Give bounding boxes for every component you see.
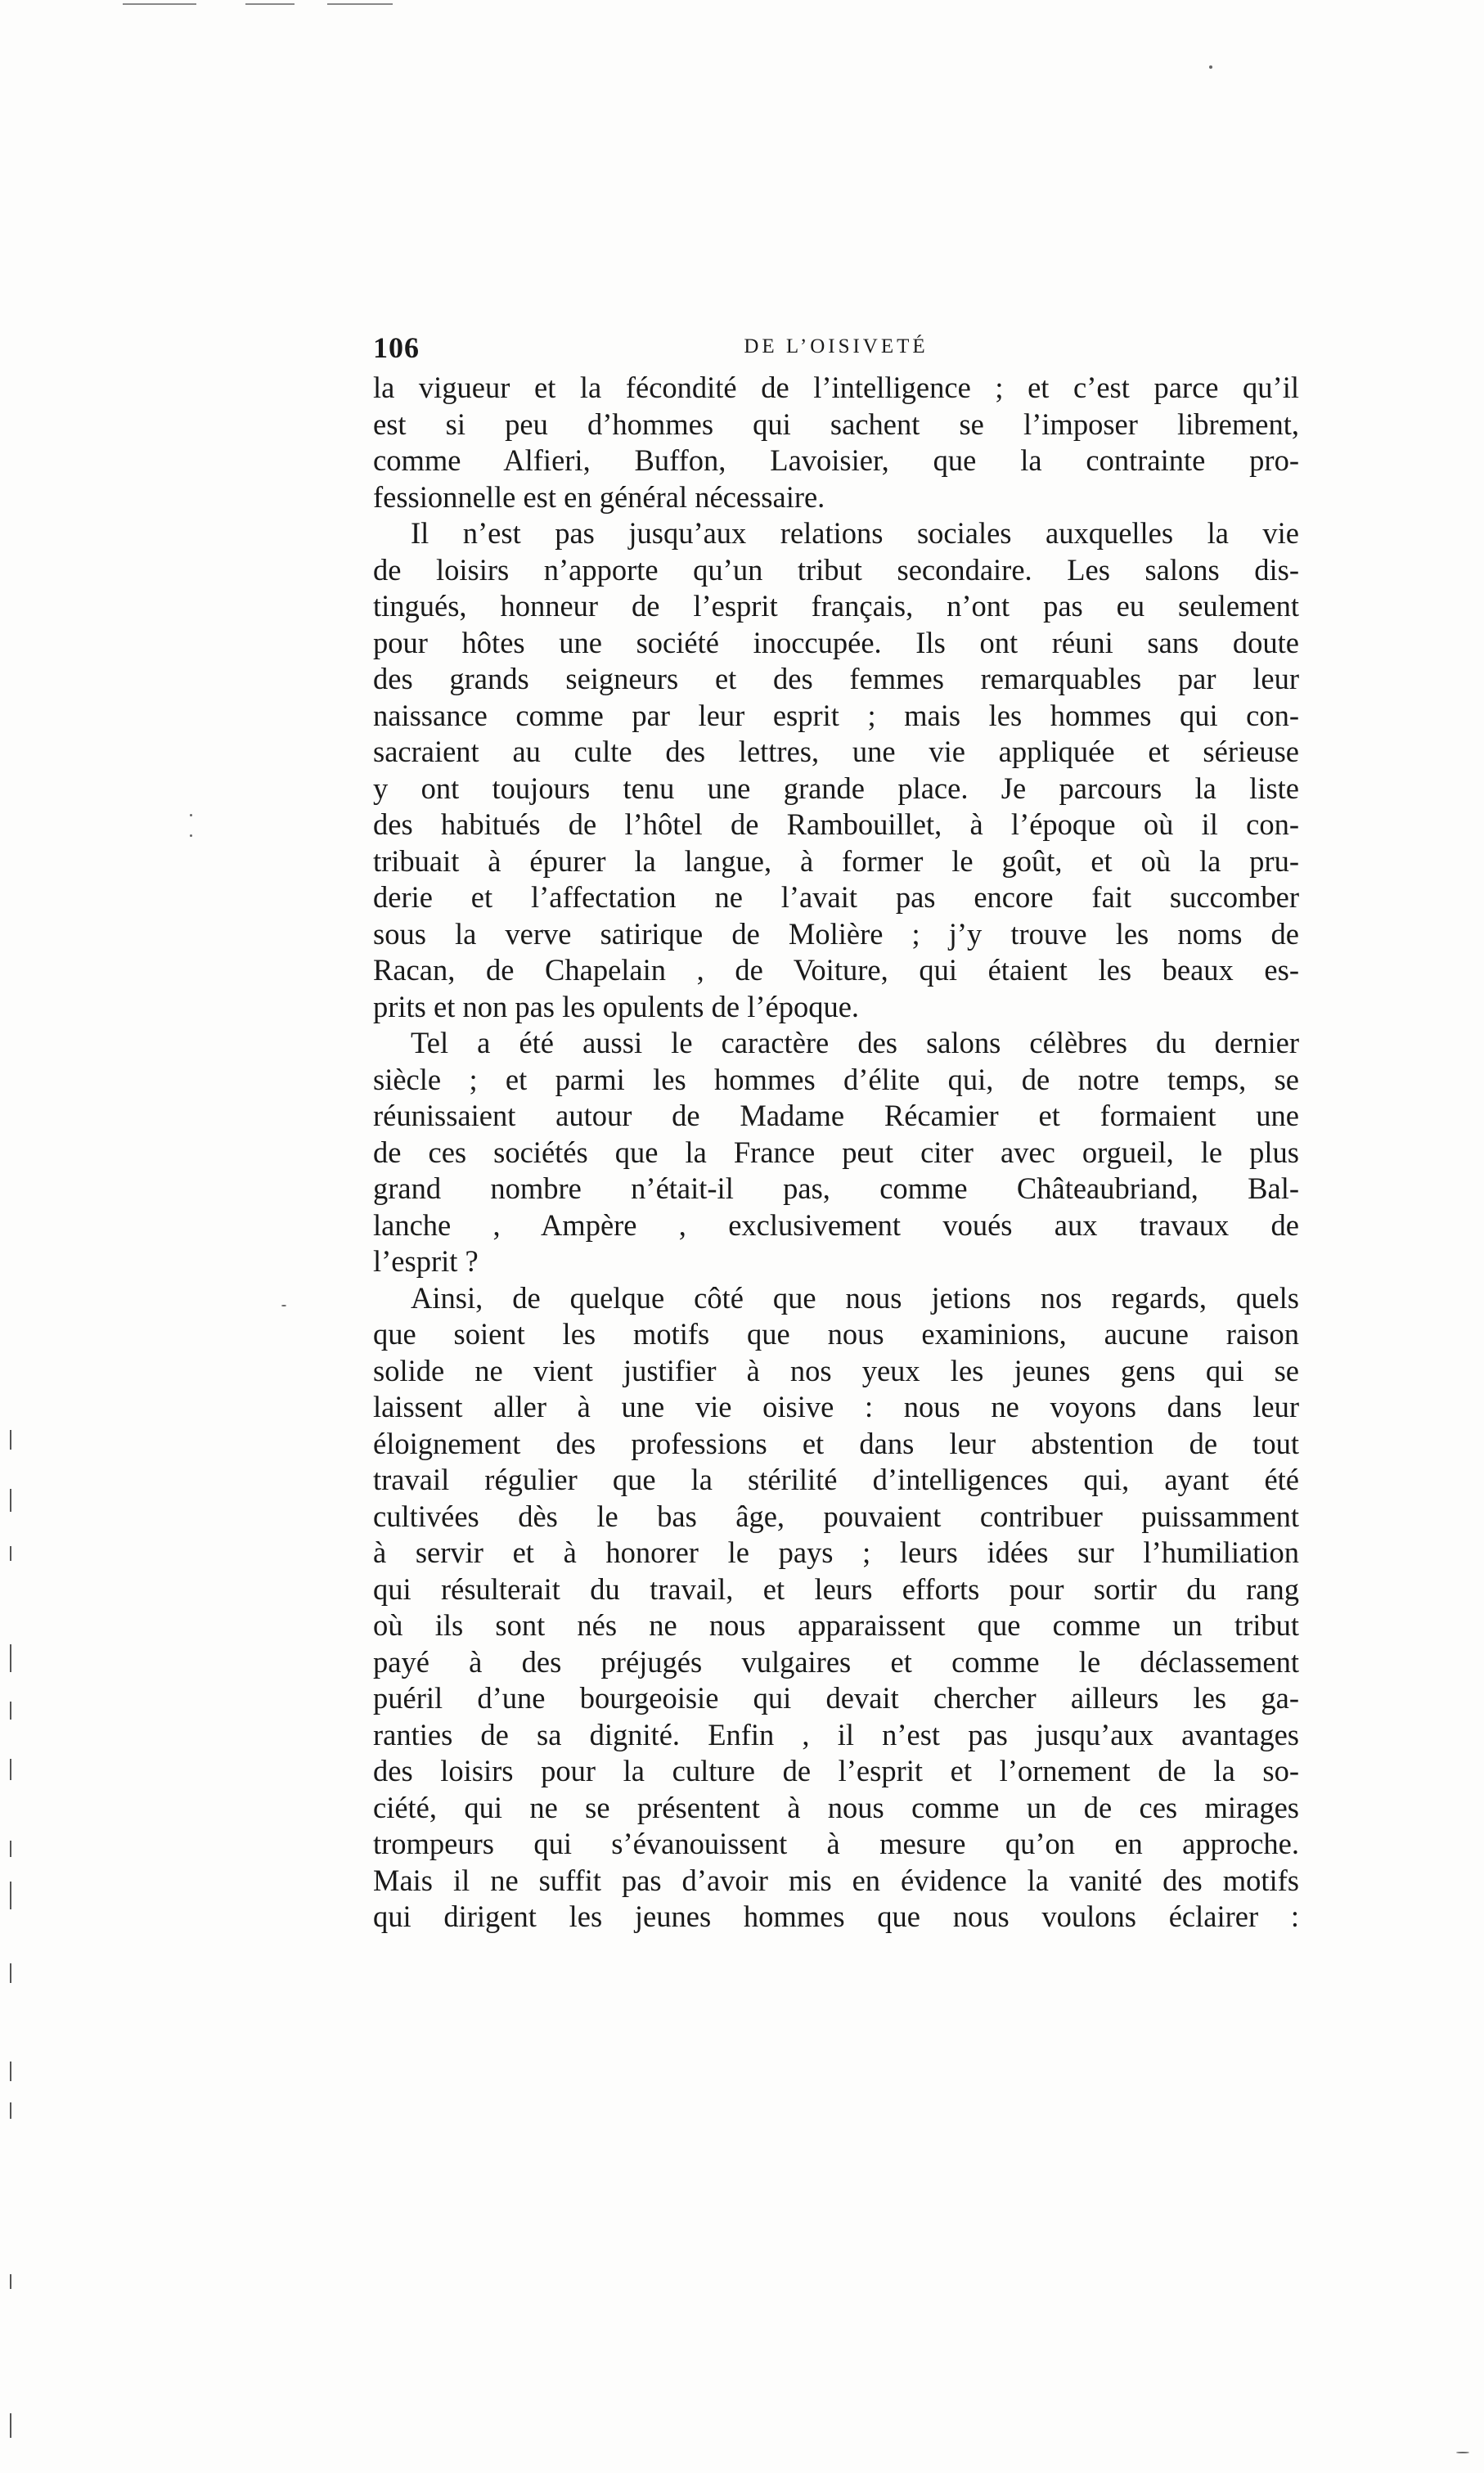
scan-edge-mark [245, 3, 295, 5]
scan-speck [190, 834, 192, 837]
text-line: sous la verve satirique de Molière ; j’y trouve les noms de [373, 916, 1299, 951]
text-line: que soient les motifs que nous examinions, aucune raison [373, 1317, 1299, 1351]
text-line: qui dirigent les jeunes hommes que nous voulons éclairer : [373, 1900, 1299, 1933]
margin-mark [10, 1841, 11, 1857]
text-line: laissent aller à une vie oisive : nous ne voyons dans leur [373, 1390, 1299, 1423]
text-line: ranties de sa dignité. Enfin , il n’est pas jusqu’aux avantages [373, 1717, 1299, 1751]
text-line: comme Alfieri, Buffon, Lavoisier, que la contrainte pro- [373, 443, 1299, 477]
margin-mark [10, 1489, 11, 1512]
margin-mark [10, 2274, 11, 2289]
text-line: derie et l’affectation ne l’avait pas encore fait succomber [373, 880, 1299, 914]
text-line: à servir et à honorer le pays ; leurs idées sur l’humiliation [373, 1536, 1299, 1569]
margin-mark [10, 1430, 11, 1450]
margin-mark [10, 1759, 11, 1780]
text-line: y ont toujours tenu une grande place. Je parcours la liste [373, 771, 1299, 805]
margin-mark [10, 1963, 11, 1983]
margin-mark [10, 1702, 11, 1720]
text-line: éloignement des professions et dans leur abstention de tout [373, 1426, 1299, 1460]
text-line: tribuait à épurer la langue, à former le goût, et où la pru- [373, 843, 1299, 878]
text-line: prits et non pas les opulents de l’époque. [373, 989, 860, 1023]
text-line: sacraient au culte des lettres, une vie appliquée et sérieuse [373, 735, 1299, 768]
text-line: qui résulterait du travail, et leurs efforts pour sortir du rang [373, 1571, 1299, 1606]
page-header [373, 330, 1299, 366]
text-line: naissance comme par leur esprit ; mais les hommes qui con- [373, 698, 1299, 732]
text-line: Mais il ne suffit pas d’avoir mis en évidence la vanité des motifs [373, 1863, 1299, 1897]
text-line: réunissaient autour de Madame Récamier et formaient une [373, 1099, 1299, 1132]
page-number: 106 [373, 331, 420, 364]
margin-mark [10, 1882, 11, 1909]
text-line: Ainsi, de quelque côté que nous jetions nos regards, quels [411, 1280, 1299, 1315]
body-text [373, 370, 1299, 1936]
text-line: des grands seigneurs et des femmes remarquables par leur [373, 662, 1299, 695]
text-line: travail régulier que la stérilité d’intelligences qui, ayant été [373, 1463, 1299, 1496]
text-line: cultivées dès le bas âge, pouvaient contribuer puissamment [373, 1499, 1299, 1533]
scan-edge-mark [123, 3, 196, 5]
text-line: l’esprit ? [373, 1244, 479, 1278]
text-line: Il n’est pas jusqu’aux relations sociales auxquelles la vie [411, 516, 1299, 550]
text-line: pour hôtes une société inoccupée. Ils ont réuni sans doute [373, 625, 1299, 659]
scan-edge-mark [327, 3, 393, 5]
text-line: solide ne vient justifier à nos yeux les jeunes gens qui se [373, 1353, 1299, 1387]
text-line: puéril d’une bourgeoisie qui devait chercher ailleurs les ga- [373, 1681, 1299, 1715]
text-line: payé à des préjugés vulgaires et comme le déclassement [373, 1644, 1299, 1679]
text-line: de ces sociétés que la France peut citer avec orgueil, le plus [373, 1135, 1299, 1169]
text-line: Racan, de Chapelain , de Voiture, qui étaient les beaux es- [373, 953, 1299, 987]
text-line: tingués, honneur de l’esprit français, n’ont pas eu seulement [373, 589, 1299, 623]
margin-mark [10, 2062, 11, 2081]
text-line: de loisirs n’apporte qu’un tribut secondaire. Les salons dis- [373, 552, 1299, 587]
text-line: la vigueur et la fécondité de l’intelligence ; et c’est parce qu’il [373, 371, 1299, 404]
margin-mark [10, 2102, 11, 2119]
text-line: est si peu d’hommes qui sachent se l’imposer librement, [373, 407, 1299, 441]
text-line: lanche , Ampère , exclusivement voués aux travaux de [373, 1207, 1299, 1242]
text-line: ciété, qui ne se présentent à nous comme un de ces mirages [373, 1790, 1299, 1824]
margin-mark [10, 1644, 11, 1672]
scan-speck [1209, 65, 1212, 69]
text-line: siècle ; et parmi les hommes d’élite qui, de notre temps, se [373, 1062, 1299, 1096]
text-line: fessionnelle est en général nécessaire. [373, 479, 825, 514]
scan-speck [281, 1305, 286, 1306]
text-line: des loisirs pour la culture de l’esprit et l’ornement de la so- [373, 1754, 1299, 1787]
margin-mark [10, 2413, 11, 2438]
text-line: grand nombre n’était-il pas, comme Châteaubriand, Bal- [373, 1171, 1299, 1205]
text-line: où ils sont nés ne nous apparaissent que comme un tribut [373, 1608, 1299, 1642]
text-line: des habitués de l’hôtel de Rambouillet, à l’époque où il con- [373, 807, 1299, 841]
scan-speck [190, 814, 192, 816]
text-line: trompeurs qui s’évanouissent à mesure qu’on en approche. [373, 1827, 1299, 1860]
text-line: Tel a été aussi le caractère des salons célèbres du dernier [411, 1026, 1299, 1059]
running-head: DE L’OISIVETÉ [744, 335, 929, 357]
margin-mark [10, 1546, 11, 1561]
scan-speck [1456, 2452, 1469, 2453]
